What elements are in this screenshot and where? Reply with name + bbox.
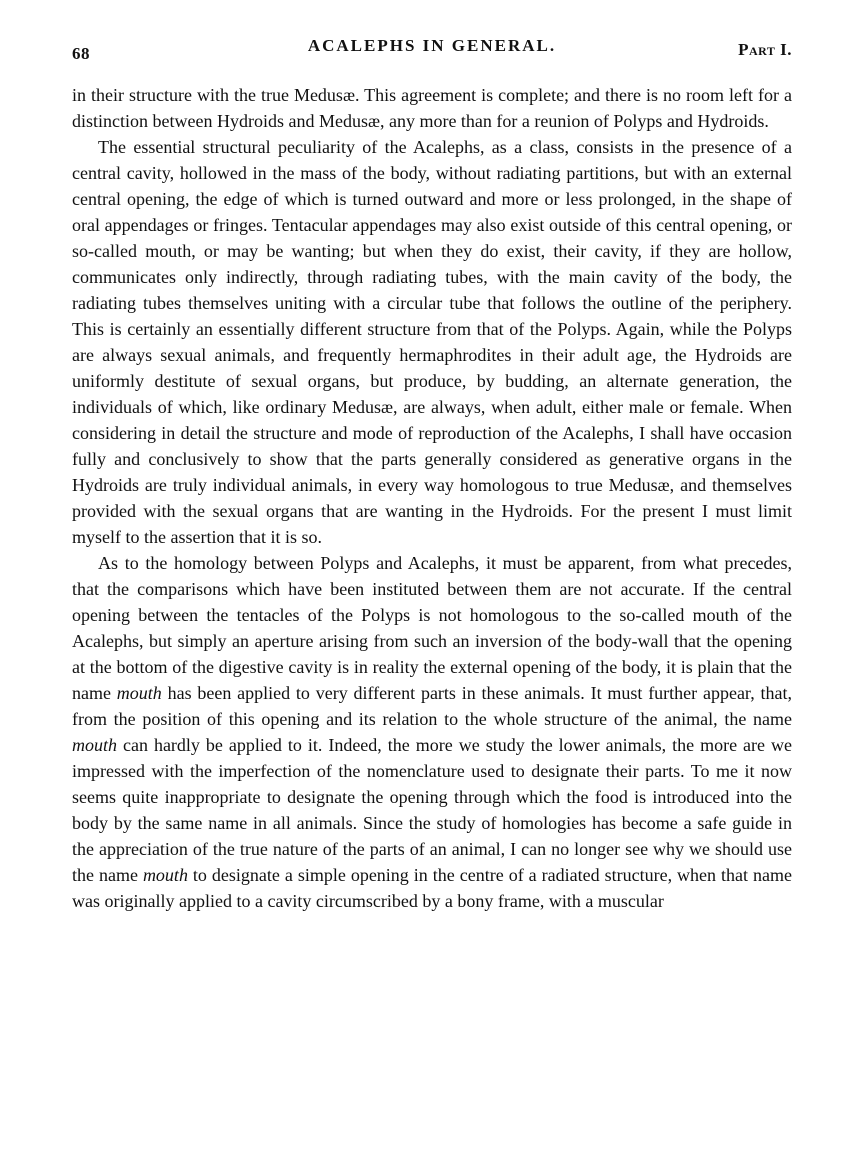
text-run: to designate a simple opening in the centre of a radiated structure, when that name was originally applied to a cavity circumscribed by a bony frame, with a muscular [72,865,792,911]
text-run: has been applied to very different parts in these animals. It must further appear, that, from the position of this opening and its relation to the whole structure of the animal, the name [72,683,792,729]
part-label: Part I. [738,40,792,59]
italic-term: mouth [142,865,188,885]
text-run: The essential structural peculiarity of the Acalephs, as a class, consists in the presence of a central cavity, hollowed in the mass of the body, without radiating partitions, but with an external central opening, the edge of which is turned outward and more or less prolonged, in the shape of oral appendages or fringes. Tentacular appendages may also exist outside of this central opening, or so-called mouth, or may be wanting; but when they do exist, their cavity, if they are hollow, communicates only indirectly, through radiating tubes, with the main cavity of the body, the radiating tubes themselves uniting with a circular tube that follows the outline of the periphery. This is certainly an essentially different structure from that of the Polyps. Again, while the Polyps are always sexual animals, and frequently hermaphrodites in their adult age, the Hydroids are uniformly destitute of sexual organs, but produce, by budding, an alternate generation, the individuals of which, like ordinary Medusæ, are always, when adult, either male or female. When considering in detail the structure and mode of reproduction of the Acalephs, I shall have occasion fully and conclusively to show that the parts generally considered as generative organs in the Hydroids are truly individual animals, in every way homologous to true Medusæ, and themselves provided with the sexual organs that are wanting in the Hydroids. For the present I must limit myself to the assertion that it is so. [72,137,792,547]
running-header [72,36,792,66]
text-run: can hardly be applied to it. Indeed, the more we study the lower animals, the more are we impressed with the imperfection of the nomenclature used to designate their parts. To me it now seems quite inappropriate to designate the opening through which the food is introduced into the body by the same name in all animals. Since the study of homologies has become a safe guide in the appreciation of the true nature of the parts of an animal, I can no longer see why we should use the name [72,735,792,885]
paragraph-continued [72,82,792,134]
text-run: in their structure with the true Medusæ. This agreement is complete; and there is no room left for a distinction between Hydroids and Medusæ, any more than for a reunion of Polyps and Hydroids. [72,85,792,131]
running-title: ACALEPHS IN GENERAL. [307,36,557,55]
italic-term: mouth [72,735,117,755]
page-number: 68 [72,44,90,63]
text-run: As to the homology between Polyps and Acalephs, it must be apparent, from what precedes, that the comparisons which have been instituted between them are not accurate. If the central opening between the tentacles of the Polyps is not homologous to the so-called mouth of the Acalephs, but simply an aperture arising from such an inversion of the body-wall that the opening at the bottom of the digestive cavity is in reality the external opening of the body, it is plain that the name [72,553,792,703]
paragraph-homology [72,550,792,914]
italic-term: mouth [116,683,162,703]
paragraph-acaleph-structure [72,134,792,550]
body-text [72,82,792,914]
book-page [72,36,792,914]
